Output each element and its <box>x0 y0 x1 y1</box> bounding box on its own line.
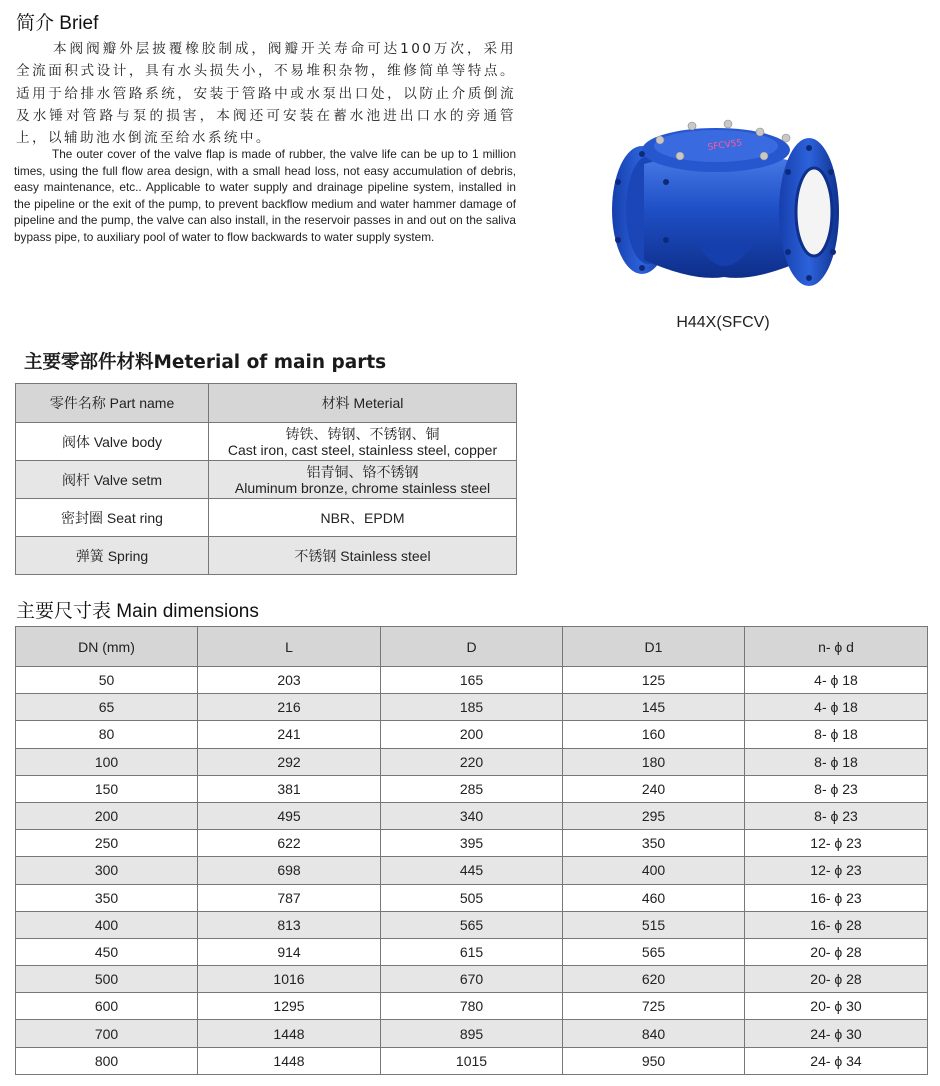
dimensions-cell: 950 <box>563 1047 745 1074</box>
parts-row <box>16 423 517 461</box>
dimensions-cell: 8- ϕ 23 <box>745 802 928 829</box>
dimensions-cell: 12- ϕ 23 <box>745 830 928 857</box>
dimensions-cell: 160 <box>563 721 745 748</box>
dimensions-cell: 24- ϕ 30 <box>745 1020 928 1047</box>
parts-title: 主要零部件材料Meterial of main parts <box>24 352 387 373</box>
dimensions-cell: 250 <box>16 830 198 857</box>
dimensions-cell: 698 <box>198 857 381 884</box>
parts-table <box>15 383 517 575</box>
dimensions-cell: 241 <box>198 721 381 748</box>
dimensions-cell: 780 <box>381 993 563 1020</box>
dimensions-cell: 340 <box>381 802 563 829</box>
parts-row <box>16 537 517 575</box>
brief-title: 简介 Brief <box>16 13 99 34</box>
dimensions-row <box>16 1047 928 1074</box>
dimensions-cell: 670 <box>381 966 563 993</box>
dimensions-cell: 622 <box>198 830 381 857</box>
dimensions-cell: 145 <box>563 694 745 721</box>
dimensions-row <box>16 993 928 1020</box>
dimensions-cell: 1015 <box>381 1047 563 1074</box>
dimensions-cell: 180 <box>563 748 745 775</box>
valve-product-image <box>604 112 844 302</box>
dimensions-cell: 460 <box>563 884 745 911</box>
dimensions-cell: 20- ϕ 28 <box>745 966 928 993</box>
dimensions-cell: 787 <box>198 884 381 911</box>
dimensions-row <box>16 1020 928 1047</box>
dimensions-cell: 400 <box>16 911 198 938</box>
dimensions-title: 主要尺寸表 Main dimensions <box>16 601 259 622</box>
dimensions-cell: 165 <box>381 667 563 694</box>
dimensions-cell: 445 <box>381 857 563 884</box>
dimensions-cell: 8- ϕ 18 <box>745 748 928 775</box>
dimensions-row <box>16 938 928 965</box>
dimensions-cell: 65 <box>16 694 198 721</box>
dimensions-cell: 1016 <box>198 966 381 993</box>
dimensions-cell: 495 <box>198 802 381 829</box>
dimensions-row <box>16 884 928 911</box>
part-material-cell <box>209 461 517 499</box>
dimensions-header-cell: D1 <box>563 627 745 667</box>
dimensions-cell: 914 <box>198 938 381 965</box>
dimensions-cell: 350 <box>563 830 745 857</box>
parts-row <box>16 499 517 537</box>
material-cn: 铸铁、铸钢、不锈钢、铜 <box>285 425 440 442</box>
material-cn: 铝青铜、铬不锈钢 <box>306 463 419 480</box>
dimensions-row <box>16 857 928 884</box>
dimensions-cell: 24- ϕ 34 <box>745 1047 928 1074</box>
dimensions-row <box>16 830 928 857</box>
dimensions-cell: 295 <box>563 802 745 829</box>
dimensions-cell: 1295 <box>198 993 381 1020</box>
dimensions-cell: 800 <box>16 1047 198 1074</box>
part-name-cell: 阀杆 Valve setm <box>16 461 209 499</box>
dimensions-cell: 50 <box>16 667 198 694</box>
material-en: Cast iron, cast steel, stainless steel, copper <box>227 441 498 458</box>
dimensions-cell: 80 <box>16 721 198 748</box>
dimensions-cell: 203 <box>198 667 381 694</box>
brief-english-paragraph: The outer cover of the valve flap is made of rubber, the valve life can be up to 1 million times, using the full flow area design, with a small head loss, not easy accumulation of debris, easy maintenance, etc.. Applicable to water supply and drainage pipeline system, installed in the pipeline or the exit of the pump, to prevent backflow medium and water hammer damage of pipeline and the pump, the valve can also install, in the reservoir passes in and out on the saliva bypass pipe, to auxiliary pool of water to flow backwards to water supply system. <box>14 147 516 244</box>
part-material-cell: 不锈钢 Stainless steel <box>209 537 517 575</box>
dimensions-row <box>16 721 928 748</box>
dimensions-cell: 292 <box>198 748 381 775</box>
dimensions-header-cell: DN (mm) <box>16 627 198 667</box>
dimensions-cell: 400 <box>563 857 745 884</box>
dimensions-cell: 285 <box>381 775 563 802</box>
dimensions-cell: 700 <box>16 1020 198 1047</box>
dimensions-row <box>16 694 928 721</box>
part-name-cell: 密封圈 Seat ring <box>16 499 209 537</box>
dimensions-cell: 20- ϕ 30 <box>745 993 928 1020</box>
parts-header-part-name: 零件名称 Part name <box>16 384 209 423</box>
dimensions-cell: 565 <box>563 938 745 965</box>
dimensions-row <box>16 775 928 802</box>
dimensions-cell: 505 <box>381 884 563 911</box>
part-name-cell: 阀体 Valve body <box>16 423 209 461</box>
dimensions-header-row <box>16 627 928 667</box>
dimensions-cell: 185 <box>381 694 563 721</box>
dimensions-cell: 840 <box>563 1020 745 1047</box>
dimensions-row <box>16 802 928 829</box>
dimensions-cell: 500 <box>16 966 198 993</box>
dimensions-cell: 450 <box>16 938 198 965</box>
dimensions-cell: 4- ϕ 18 <box>745 694 928 721</box>
dimensions-cell: 515 <box>563 911 745 938</box>
part-material-cell <box>209 423 517 461</box>
dimensions-cell: 381 <box>198 775 381 802</box>
valve-body-marking: SFCV55 <box>707 138 743 153</box>
dimensions-cell: 1448 <box>198 1047 381 1074</box>
dimensions-cell: 8- ϕ 23 <box>745 775 928 802</box>
dimensions-header-cell: D <box>381 627 563 667</box>
parts-header-row <box>16 384 517 423</box>
dimensions-cell: 565 <box>381 911 563 938</box>
dimensions-cell: 200 <box>16 802 198 829</box>
dimensions-row <box>16 748 928 775</box>
dimensions-cell: 395 <box>381 830 563 857</box>
dimensions-cell: 16- ϕ 23 <box>745 884 928 911</box>
dimensions-cell: 300 <box>16 857 198 884</box>
dimensions-cell: 20- ϕ 28 <box>745 938 928 965</box>
parts-header-material: 材料 Meterial <box>209 384 517 423</box>
dimensions-row <box>16 911 928 938</box>
dimensions-cell: 240 <box>563 775 745 802</box>
dimensions-header-cell: n- ϕ d <box>745 627 928 667</box>
dimensions-cell: 600 <box>16 993 198 1020</box>
dimensions-cell: 200 <box>381 721 563 748</box>
dimensions-header-cell: L <box>198 627 381 667</box>
material-en: Aluminum bronze, chrome stainless steel <box>234 479 491 496</box>
dimensions-row <box>16 966 928 993</box>
dimensions-cell: 813 <box>198 911 381 938</box>
dimensions-cell: 100 <box>16 748 198 775</box>
dimensions-cell: 615 <box>381 938 563 965</box>
dimensions-cell: 8- ϕ 18 <box>745 721 928 748</box>
dimensions-cell: 1448 <box>198 1020 381 1047</box>
dimensions-cell: 895 <box>381 1020 563 1047</box>
dimensions-cell: 125 <box>563 667 745 694</box>
dimensions-table <box>15 626 928 1075</box>
product-model-label: H44X(SFCV) <box>676 314 770 331</box>
dimensions-cell: 620 <box>563 966 745 993</box>
dimensions-cell: 16- ϕ 28 <box>745 911 928 938</box>
dimensions-cell: 216 <box>198 694 381 721</box>
part-material-cell: NBR、EPDM <box>209 499 517 537</box>
part-name-cell: 弹簧 Spring <box>16 537 209 575</box>
brief-chinese-paragraph: 本阀阀瓣外层披覆橡胶制成，阀瓣开关寿命可达100万次，采用全流面积式设计，具有水头损失小，不易堆积杂物，维修简单等特点。适用于给排水管路系统，安装于管路中或水泵出口处，以防止介质倒流及水锤对管路与泵的损害，本阀还可安装在蓄水池进出口水的旁通管上，以辅助池水倒流至给水系统中。 <box>16 41 516 147</box>
dimensions-cell: 12- ϕ 23 <box>745 857 928 884</box>
dimensions-row <box>16 667 928 694</box>
dimensions-cell: 4- ϕ 18 <box>745 667 928 694</box>
dimensions-cell: 220 <box>381 748 563 775</box>
dimensions-cell: 350 <box>16 884 198 911</box>
dimensions-cell: 150 <box>16 775 198 802</box>
dimensions-cell: 725 <box>563 993 745 1020</box>
parts-row <box>16 461 517 499</box>
